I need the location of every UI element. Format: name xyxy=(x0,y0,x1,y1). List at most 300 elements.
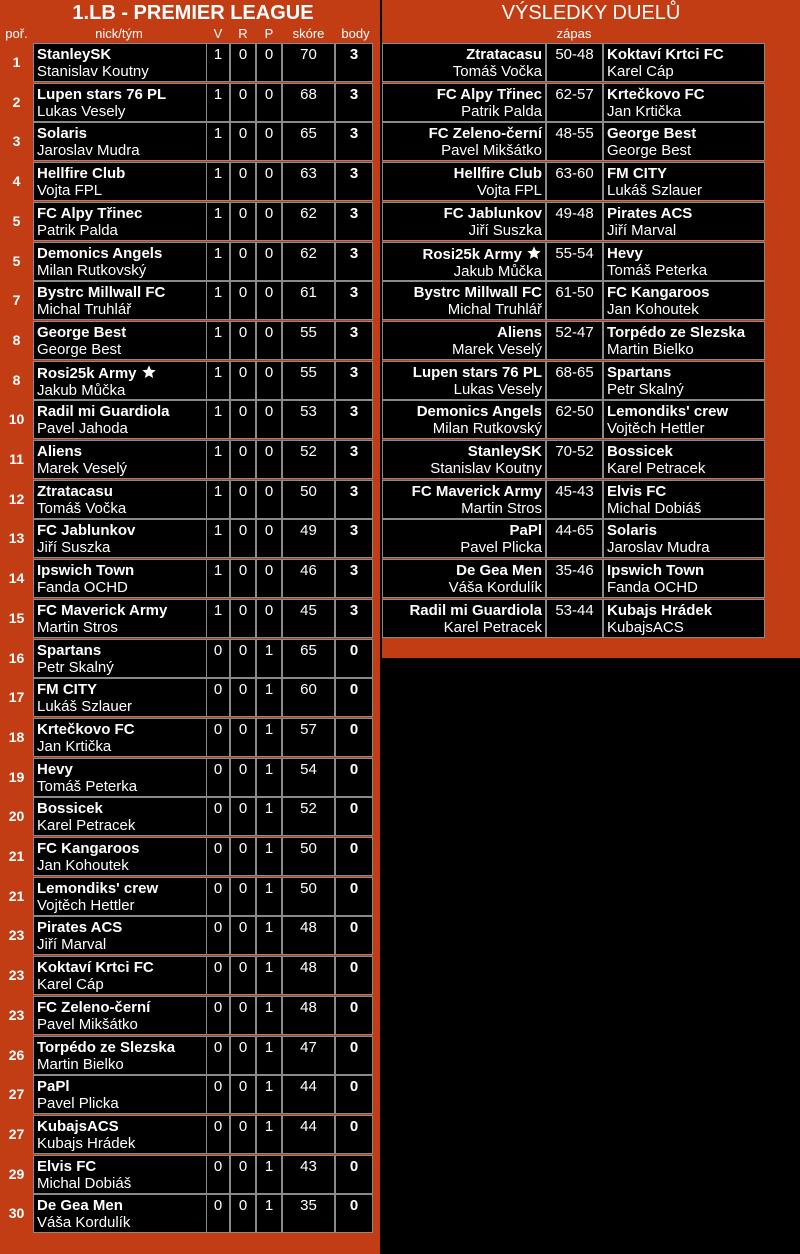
manager-name: Jiří Marval xyxy=(37,936,107,953)
result-cell: 62-57 xyxy=(546,83,603,122)
team-name xyxy=(37,917,206,936)
team-name-text: Ztratacasu xyxy=(37,483,113,500)
team-name xyxy=(37,798,206,817)
table-row xyxy=(0,122,376,161)
team-name xyxy=(37,243,206,262)
away-team-name: Hevy xyxy=(607,245,643,262)
wins-cell: 1 xyxy=(206,281,230,320)
team-name xyxy=(37,1156,206,1175)
home-team-cell[interactable] xyxy=(382,43,546,82)
team-name xyxy=(37,640,206,659)
losses-cell: 0 xyxy=(256,83,282,122)
points-cell: 0 xyxy=(335,1115,373,1154)
manager-name: Jan Krtička xyxy=(37,738,112,755)
score-cell: 68 xyxy=(282,83,335,122)
home-manager-name: Patrik Palda xyxy=(461,103,542,120)
losses-cell: 0 xyxy=(256,599,282,638)
home-team-cell[interactable] xyxy=(382,480,546,519)
wins-cell: 1 xyxy=(206,599,230,638)
table-row xyxy=(0,639,376,678)
team-cell[interactable] xyxy=(33,440,207,479)
draws-cell: 0 xyxy=(230,599,256,638)
home-manager-name: Michal Truhlář xyxy=(447,301,542,318)
manager-name: Petr Skalný xyxy=(37,659,114,676)
losses-cell: 1 xyxy=(256,837,282,876)
team-name-text: Rosi25k Army xyxy=(37,365,137,382)
team-cell[interactable] xyxy=(33,321,207,360)
rank-cell: 1 xyxy=(12,54,21,70)
star-icon xyxy=(526,245,542,261)
away-team-cell[interactable] xyxy=(603,559,765,598)
wins-cell: 1 xyxy=(206,400,230,439)
losses-cell: 0 xyxy=(256,202,282,241)
team-name-text: De Gea Men xyxy=(37,1197,123,1214)
score-cell: 65 xyxy=(282,122,335,161)
home-team-cell[interactable] xyxy=(382,242,546,281)
away-team-name: Lemondiks' crew xyxy=(607,403,729,420)
losses-cell: 1 xyxy=(256,916,282,955)
team-name-text: KubajsACS xyxy=(37,1118,119,1135)
home-team-text: De Gea Men xyxy=(456,562,542,579)
away-manager-name: Jan Krtička xyxy=(607,103,682,120)
result-cell: 63-60 xyxy=(546,162,603,201)
score-cell: 52 xyxy=(282,440,335,479)
away-manager-name: Jiří Marval xyxy=(607,222,677,239)
team-cell[interactable] xyxy=(33,639,207,678)
team-name-text: Hevy xyxy=(37,761,73,778)
team-cell[interactable] xyxy=(33,758,207,797)
table-row xyxy=(0,480,376,519)
table-row xyxy=(0,1075,376,1114)
score-cell: 60 xyxy=(282,678,335,717)
manager-name: Tomáš Vočka xyxy=(37,500,127,517)
away-team-cell[interactable] xyxy=(603,83,765,122)
score-cell: 48 xyxy=(282,956,335,995)
points-cell: 3 xyxy=(335,400,373,439)
draws-cell: 0 xyxy=(230,122,256,161)
draws-cell: 0 xyxy=(230,837,256,876)
team-cell[interactable] xyxy=(33,1036,207,1075)
away-team-cell[interactable] xyxy=(603,480,765,519)
header-draws: R xyxy=(238,26,248,41)
away-team-cell[interactable] xyxy=(603,519,765,558)
points-cell: 0 xyxy=(335,877,373,916)
result-cell: 45-43 xyxy=(546,480,603,519)
manager-name: Jan Kohoutek xyxy=(37,857,129,874)
team-cell[interactable] xyxy=(33,83,207,122)
table-row xyxy=(0,281,376,320)
points-cell: 3 xyxy=(335,599,373,638)
team-cell[interactable] xyxy=(33,361,207,400)
team-name-text: FC Jablunkov xyxy=(37,522,136,539)
draws-cell: 0 xyxy=(230,718,256,757)
away-team-cell[interactable] xyxy=(603,122,765,161)
team-cell[interactable] xyxy=(33,996,207,1035)
score-cell: 46 xyxy=(282,559,335,598)
team-name-text: StanleySK xyxy=(37,46,112,63)
losses-cell: 0 xyxy=(256,122,282,161)
team-name-text: Elvis FC xyxy=(37,1158,97,1175)
away-team-cell[interactable] xyxy=(603,162,765,201)
home-team-name xyxy=(383,600,542,619)
standings-title: 1.LB - PREMIER LEAGUE xyxy=(72,2,314,24)
team-name-text: Pirates ACS xyxy=(37,919,123,936)
team-cell[interactable] xyxy=(33,162,207,201)
rank-cell: 5 xyxy=(12,213,21,229)
team-cell[interactable] xyxy=(33,837,207,876)
team-cell[interactable] xyxy=(33,718,207,757)
wins-cell: 0 xyxy=(206,916,230,955)
home-team-cell[interactable] xyxy=(382,440,546,479)
losses-cell: 1 xyxy=(256,1155,282,1194)
team-name-text: Hellfire Club xyxy=(37,165,126,182)
home-team-name xyxy=(383,84,542,103)
score-cell: 44 xyxy=(282,1115,335,1154)
score-cell: 49 xyxy=(282,519,335,558)
team-name xyxy=(37,560,206,579)
rank-cell: 3 xyxy=(12,133,21,149)
result-cell: 68-65 xyxy=(546,361,603,400)
result-cell: 48-55 xyxy=(546,122,603,161)
home-team-text: PaPl xyxy=(509,522,542,539)
manager-name: Pavel Mikšátko xyxy=(37,1016,138,1033)
table-row xyxy=(0,242,376,281)
draws-cell: 0 xyxy=(230,916,256,955)
star-icon xyxy=(141,364,157,380)
rank-cell: 7 xyxy=(12,292,21,308)
home-team-cell[interactable] xyxy=(382,122,546,161)
team-cell[interactable] xyxy=(33,916,207,955)
team-name xyxy=(37,838,206,857)
home-manager-name: Jiří Suszka xyxy=(468,222,542,239)
points-cell: 3 xyxy=(335,202,373,241)
away-team-name: Spartans xyxy=(607,364,672,381)
away-team-name: Elvis FC xyxy=(607,483,667,500)
home-team-cell[interactable] xyxy=(382,162,546,201)
manager-name: Karel Petracek xyxy=(37,817,136,834)
draws-cell: 0 xyxy=(230,639,256,678)
team-name-text: FM CITY xyxy=(37,681,97,698)
wins-cell: 1 xyxy=(206,202,230,241)
home-manager-name: Jakub Můčka xyxy=(453,263,542,280)
home-team-cell[interactable] xyxy=(382,83,546,122)
duel-row xyxy=(382,242,800,281)
score-cell: 43 xyxy=(282,1155,335,1194)
duels-title: VÝSLEDKY DUELŮ xyxy=(501,2,681,24)
rank-cell: 12 xyxy=(8,491,25,507)
losses-cell: 1 xyxy=(256,996,282,1035)
team-cell[interactable] xyxy=(33,1115,207,1154)
duel-row xyxy=(382,361,800,400)
points-cell: 0 xyxy=(335,639,373,678)
points-cell: 3 xyxy=(335,361,373,400)
team-name xyxy=(37,520,206,539)
manager-name: Lukas Vesely xyxy=(37,103,126,120)
draws-cell: 0 xyxy=(230,1115,256,1154)
away-manager-name: Jaroslav Mudra xyxy=(607,539,710,556)
rank-cell: 23 xyxy=(8,967,25,983)
points-cell: 3 xyxy=(335,321,373,360)
away-team-cell[interactable] xyxy=(603,242,765,281)
manager-name: Vojtěch Hettler xyxy=(37,897,135,914)
team-cell[interactable] xyxy=(33,400,207,439)
score-cell: 62 xyxy=(282,202,335,241)
table-row xyxy=(0,599,376,638)
header-losses: P xyxy=(264,26,274,41)
wins-cell: 0 xyxy=(206,837,230,876)
score-cell: 65 xyxy=(282,639,335,678)
home-team-cell[interactable] xyxy=(382,321,546,360)
home-team-name xyxy=(383,481,542,500)
team-name-text: Demonics Angels xyxy=(37,245,163,262)
home-team-name xyxy=(383,441,542,460)
losses-cell: 0 xyxy=(256,43,282,82)
home-team-name xyxy=(383,322,542,341)
table-row xyxy=(0,916,376,955)
team-name xyxy=(37,878,206,897)
team-name-text: Lupen stars 76 PL xyxy=(37,86,167,103)
table-row xyxy=(0,837,376,876)
home-team-cell[interactable] xyxy=(382,361,546,400)
home-team-cell[interactable] xyxy=(382,559,546,598)
table-row xyxy=(0,877,376,916)
draws-cell: 0 xyxy=(230,400,256,439)
team-cell[interactable] xyxy=(33,1194,207,1233)
manager-name: George Best xyxy=(37,341,122,358)
points-cell: 0 xyxy=(335,1155,373,1194)
home-manager-name: Stanislav Koutny xyxy=(430,460,542,477)
away-team-cell[interactable] xyxy=(603,281,765,320)
draws-cell: 0 xyxy=(230,559,256,598)
losses-cell: 1 xyxy=(256,678,282,717)
home-manager-name: Marek Veselý xyxy=(451,341,542,358)
team-name xyxy=(37,1076,206,1095)
team-name xyxy=(37,1116,206,1135)
team-name-text: Bossicek xyxy=(37,800,103,817)
home-team-text: Hellfire Club xyxy=(453,165,542,182)
team-name xyxy=(37,163,206,182)
rank-cell: 27 xyxy=(8,1086,25,1102)
rank-cell: 17 xyxy=(8,689,25,705)
away-manager-name: Vojtěch Hettler xyxy=(607,420,705,437)
team-name xyxy=(37,997,206,1016)
rank-cell: 19 xyxy=(8,769,25,785)
rank-cell: 20 xyxy=(8,808,25,824)
team-cell[interactable] xyxy=(33,43,207,82)
wins-cell: 1 xyxy=(206,361,230,400)
wins-cell: 0 xyxy=(206,956,230,995)
rank-cell: 2 xyxy=(12,94,21,110)
header-score: skóre xyxy=(292,26,325,41)
home-team-cell[interactable] xyxy=(382,202,546,241)
result-cell: 55-54 xyxy=(546,242,603,281)
rank-cell: 13 xyxy=(8,530,25,546)
away-team-name: Krtečkovo FC xyxy=(607,86,705,103)
rank-cell: 10 xyxy=(8,411,25,427)
header-rank: poř. xyxy=(5,26,28,41)
table-row xyxy=(0,718,376,757)
points-cell: 3 xyxy=(335,162,373,201)
score-cell: 63 xyxy=(282,162,335,201)
points-cell: 0 xyxy=(335,996,373,1035)
team-name xyxy=(37,123,206,142)
home-team-text: FC Zeleno-černí xyxy=(428,125,542,142)
team-cell[interactable] xyxy=(33,877,207,916)
team-cell[interactable] xyxy=(33,1155,207,1194)
team-name-text: FC Alpy Třinec xyxy=(37,205,143,222)
away-team-cell[interactable] xyxy=(603,599,765,638)
result-cell: 53-44 xyxy=(546,599,603,638)
points-cell: 0 xyxy=(335,718,373,757)
home-team-name xyxy=(383,203,542,222)
draws-cell: 0 xyxy=(230,83,256,122)
away-team-name: Koktaví Krtci FC xyxy=(607,46,724,63)
away-manager-name: Karel Petracek xyxy=(607,460,706,477)
duel-row xyxy=(382,43,800,82)
rank-cell: 21 xyxy=(8,848,25,864)
team-cell[interactable] xyxy=(33,956,207,995)
rank-cell: 8 xyxy=(12,332,21,348)
draws-cell: 0 xyxy=(230,1155,256,1194)
home-team-cell[interactable] xyxy=(382,599,546,638)
score-cell: 53 xyxy=(282,400,335,439)
team-name-text: Ipswich Town xyxy=(37,562,135,579)
away-manager-name: Tomáš Peterka xyxy=(607,262,708,279)
losses-cell: 0 xyxy=(256,480,282,519)
score-cell: 57 xyxy=(282,718,335,757)
team-cell[interactable] xyxy=(33,1075,207,1114)
score-cell: 54 xyxy=(282,758,335,797)
score-cell: 55 xyxy=(282,361,335,400)
wins-cell: 1 xyxy=(206,242,230,281)
away-manager-name: Karel Cáp xyxy=(607,63,674,80)
manager-name: Karel Cáp xyxy=(37,976,104,993)
losses-cell: 0 xyxy=(256,559,282,598)
duel-row xyxy=(382,599,800,638)
team-name xyxy=(37,957,206,976)
points-cell: 3 xyxy=(335,519,373,558)
result-cell: 70-52 xyxy=(546,440,603,479)
team-name-text: Lemondiks' crew xyxy=(37,880,159,897)
home-team-text: FC Alpy Třinec xyxy=(436,86,542,103)
table-row xyxy=(0,1155,376,1194)
table-row xyxy=(0,1036,376,1075)
score-cell: 35 xyxy=(282,1194,335,1233)
score-cell: 44 xyxy=(282,1075,335,1114)
away-manager-name: Fanda OCHD xyxy=(607,579,698,596)
points-cell: 3 xyxy=(335,480,373,519)
team-name xyxy=(37,600,206,619)
result-cell: 62-50 xyxy=(546,400,603,439)
home-team-cell[interactable] xyxy=(382,281,546,320)
wins-cell: 0 xyxy=(206,678,230,717)
team-cell[interactable] xyxy=(33,797,207,836)
wins-cell: 0 xyxy=(206,1036,230,1075)
rank-cell: 23 xyxy=(8,1007,25,1023)
duel-row xyxy=(382,321,800,360)
team-cell[interactable] xyxy=(33,519,207,558)
duel-row xyxy=(382,202,800,241)
away-team-cell[interactable] xyxy=(603,43,765,82)
away-team-cell[interactable] xyxy=(603,321,765,360)
result-cell: 49-48 xyxy=(546,202,603,241)
home-team-name xyxy=(383,123,542,142)
table-row xyxy=(0,162,376,201)
rank-cell: 23 xyxy=(8,927,25,943)
manager-name: Martin Stros xyxy=(37,619,118,636)
score-cell: 47 xyxy=(282,1036,335,1075)
rank-cell: 15 xyxy=(8,610,25,626)
duel-row xyxy=(382,559,800,598)
duel-row xyxy=(382,480,800,519)
draws-cell: 0 xyxy=(230,758,256,797)
home-team-name xyxy=(383,282,542,301)
losses-cell: 1 xyxy=(256,1194,282,1233)
team-name xyxy=(37,203,206,222)
team-cell[interactable] xyxy=(33,202,207,241)
away-team-cell[interactable] xyxy=(603,202,765,241)
home-manager-name: Pavel Plicka xyxy=(460,539,542,556)
table-row xyxy=(0,678,376,717)
team-name xyxy=(37,1037,206,1056)
duel-row xyxy=(382,281,800,320)
team-cell[interactable] xyxy=(33,122,207,161)
losses-cell: 0 xyxy=(256,519,282,558)
table-row xyxy=(0,519,376,558)
away-team-name: Solaris xyxy=(607,522,658,539)
manager-name: Jakub Můčka xyxy=(37,382,126,399)
losses-cell: 1 xyxy=(256,718,282,757)
team-name xyxy=(37,282,206,301)
away-manager-name: Jan Kohoutek xyxy=(607,301,699,318)
team-cell[interactable] xyxy=(33,281,207,320)
manager-name: Lukáš Szlauer xyxy=(37,698,133,715)
home-team-name xyxy=(383,163,542,182)
score-cell: 61 xyxy=(282,281,335,320)
away-team-cell[interactable] xyxy=(603,361,765,400)
manager-name: Jaroslav Mudra xyxy=(37,142,140,159)
losses-cell: 1 xyxy=(256,1075,282,1114)
home-team-cell[interactable] xyxy=(382,400,546,439)
home-team-cell[interactable] xyxy=(382,519,546,558)
team-cell[interactable] xyxy=(33,480,207,519)
rank-cell: 21 xyxy=(8,888,25,904)
team-cell[interactable] xyxy=(33,678,207,717)
points-cell: 0 xyxy=(335,1075,373,1114)
team-cell[interactable] xyxy=(33,242,207,281)
team-cell[interactable] xyxy=(33,559,207,598)
draws-cell: 0 xyxy=(230,162,256,201)
score-cell: 62 xyxy=(282,242,335,281)
wins-cell: 0 xyxy=(206,758,230,797)
team-cell[interactable] xyxy=(33,599,207,638)
away-team-cell[interactable] xyxy=(603,440,765,479)
team-name xyxy=(37,759,206,778)
away-team-name: FM CITY xyxy=(607,165,667,182)
home-team-name xyxy=(383,362,542,381)
duels-panel xyxy=(382,0,800,658)
home-manager-name: Tomáš Vočka xyxy=(452,63,542,80)
wins-cell: 0 xyxy=(206,1075,230,1114)
wins-cell: 1 xyxy=(206,162,230,201)
home-team-text: Bystrc Millwall FC xyxy=(413,284,542,301)
home-manager-name: Pavel Mikšátko xyxy=(441,142,542,159)
wins-cell: 0 xyxy=(206,996,230,1035)
points-cell: 3 xyxy=(335,281,373,320)
team-name-text: FC Zeleno-černí xyxy=(37,999,151,1016)
away-team-cell[interactable] xyxy=(603,400,765,439)
duel-row xyxy=(382,162,800,201)
